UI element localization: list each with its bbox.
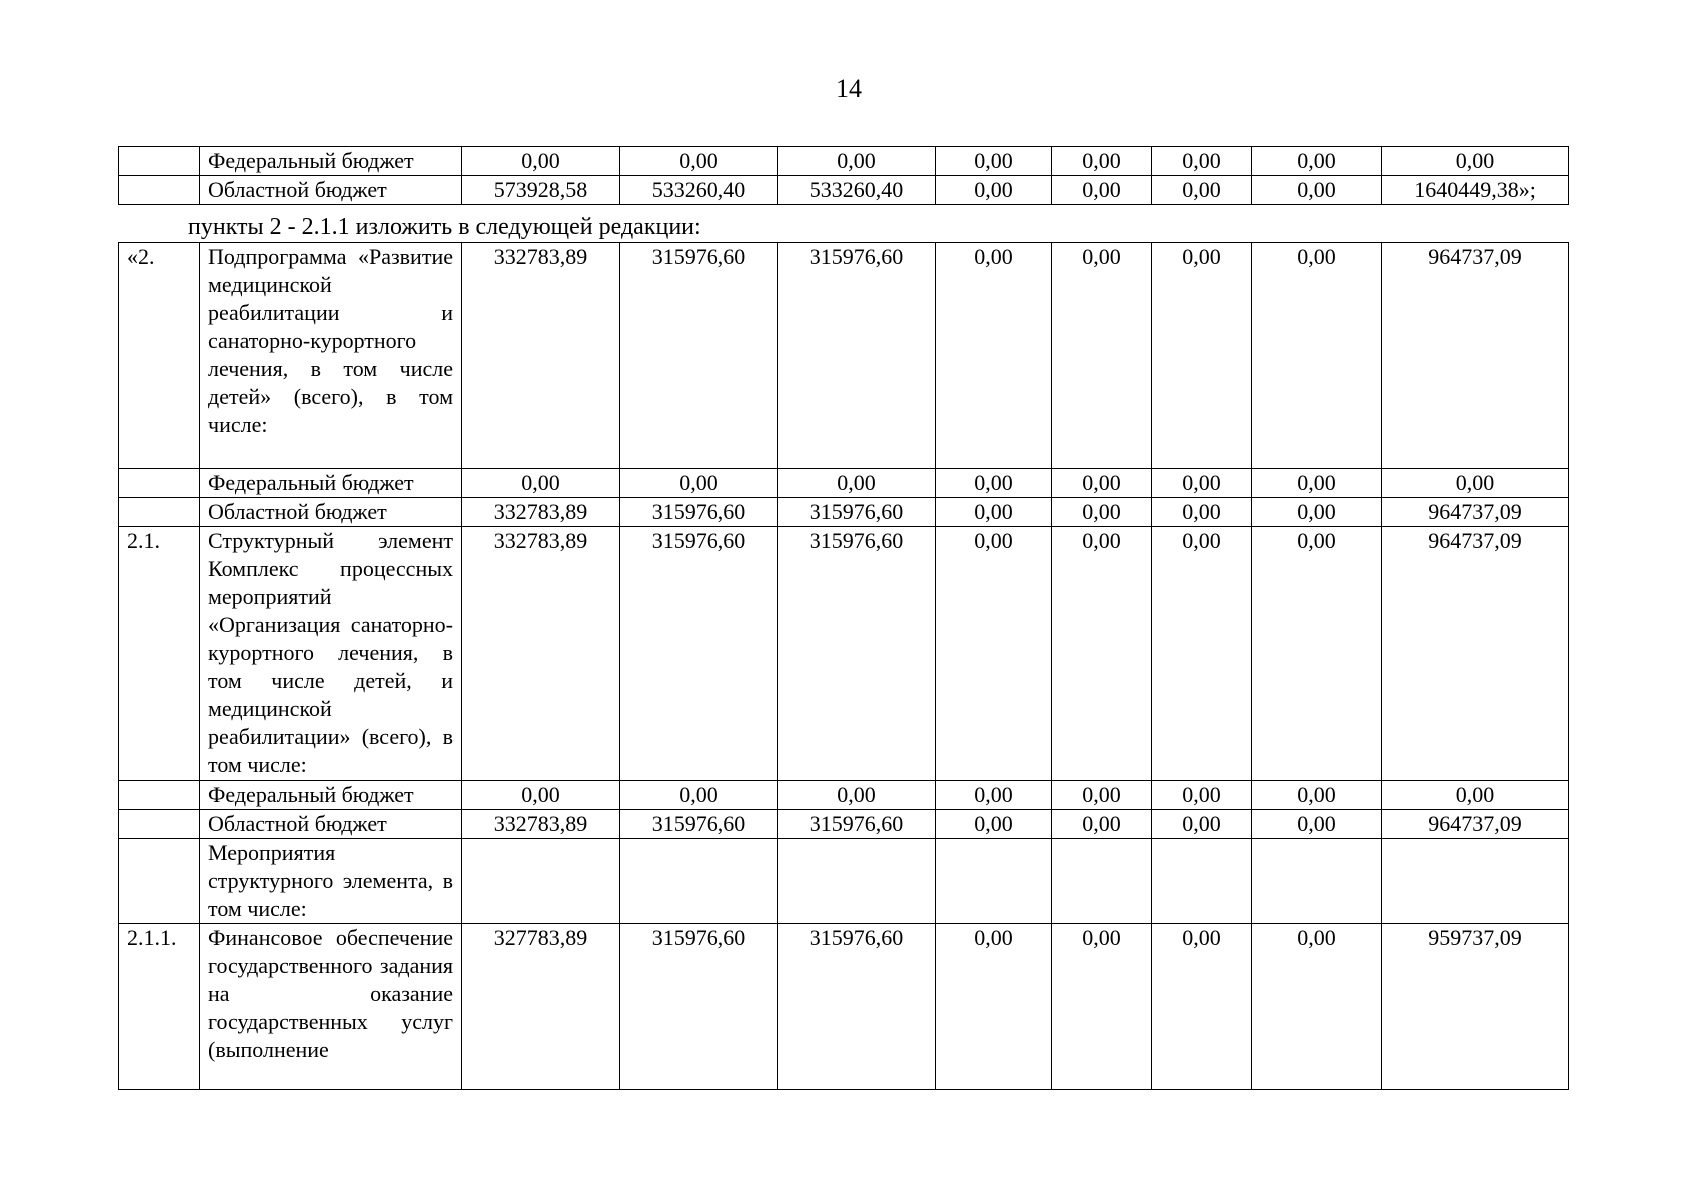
value-cell: 0,00 xyxy=(1252,243,1382,469)
value-cell: 0,00 xyxy=(1152,469,1252,498)
value-cell: 0,00 xyxy=(936,243,1052,469)
table-row xyxy=(119,924,1569,1090)
value-cell: 0,00 xyxy=(1052,243,1152,469)
value-cell: 0,00 xyxy=(1252,176,1382,205)
value-cell: 0,00 xyxy=(1052,527,1152,781)
value-cell: 315976,60 xyxy=(620,810,778,839)
value-cell: 0,00 xyxy=(1152,176,1252,205)
value-cell: 332783,89 xyxy=(462,527,620,781)
row-description: Финансовое обеспечение государственного задания на оказание государственных услуг (выполнение xyxy=(200,924,462,1090)
row-number xyxy=(119,147,200,176)
value-cell: 964737,09 xyxy=(1382,527,1569,781)
value-cell: 0,00 xyxy=(1052,810,1152,839)
row-number: 2.1.1. xyxy=(119,924,200,1090)
value-cell: 332783,89 xyxy=(462,810,620,839)
value-cell: 0,00 xyxy=(1152,781,1252,810)
value-cell: 315976,60 xyxy=(620,527,778,781)
value-cell: 0,00 xyxy=(936,498,1052,527)
value-cell: 0,00 xyxy=(1252,527,1382,781)
value-cell: 573928,58 xyxy=(462,176,620,205)
value-cell xyxy=(778,839,936,924)
value-cell: 0,00 xyxy=(936,781,1052,810)
value-cell: 0,00 xyxy=(620,469,778,498)
table-row xyxy=(119,498,1569,527)
value-cell: 0,00 xyxy=(1152,924,1252,1090)
value-cell: 315976,60 xyxy=(778,924,936,1090)
row-number: 2.1. xyxy=(119,527,200,781)
value-cell: 0,00 xyxy=(1152,498,1252,527)
value-cell: 315976,60 xyxy=(778,498,936,527)
table-row xyxy=(119,176,1569,205)
value-cell: 0,00 xyxy=(1052,176,1152,205)
value-cell: 315976,60 xyxy=(778,243,936,469)
value-cell: 964737,09 xyxy=(1382,243,1569,469)
value-cell xyxy=(1152,839,1252,924)
row-number xyxy=(119,498,200,527)
value-cell: 0,00 xyxy=(1252,810,1382,839)
value-cell: 0,00 xyxy=(1152,243,1252,469)
value-cell xyxy=(1382,839,1569,924)
value-cell: 0,00 xyxy=(1252,924,1382,1090)
value-cell: 0,00 xyxy=(620,147,778,176)
budget-table-continued xyxy=(118,146,1569,205)
table-row xyxy=(119,839,1569,924)
value-cell: 0,00 xyxy=(936,469,1052,498)
row-number xyxy=(119,781,200,810)
value-cell: 0,00 xyxy=(778,147,936,176)
value-cell: 315976,60 xyxy=(620,243,778,469)
value-cell: 0,00 xyxy=(1052,498,1152,527)
value-cell: 332783,89 xyxy=(462,498,620,527)
value-cell: 0,00 xyxy=(778,781,936,810)
value-cell: 0,00 xyxy=(462,147,620,176)
row-description: Областной бюджет xyxy=(200,498,462,527)
row-description: Федеральный бюджет xyxy=(200,469,462,498)
value-cell: 0,00 xyxy=(1252,781,1382,810)
value-cell: 964737,09 xyxy=(1382,810,1569,839)
value-cell: 0,00 xyxy=(1382,147,1569,176)
table-row xyxy=(119,810,1569,839)
row-number xyxy=(119,839,200,924)
table-row xyxy=(119,781,1569,810)
value-cell: 0,00 xyxy=(1252,498,1382,527)
value-cell xyxy=(936,839,1052,924)
value-cell: 0,00 xyxy=(1052,924,1152,1090)
value-cell: 0,00 xyxy=(1052,147,1152,176)
row-description: Областной бюджет xyxy=(200,810,462,839)
value-cell: 315976,60 xyxy=(778,527,936,781)
value-cell xyxy=(1052,839,1152,924)
value-cell: 0,00 xyxy=(1252,469,1382,498)
table-row xyxy=(119,527,1569,781)
row-description: Федеральный бюджет xyxy=(200,781,462,810)
row-description: Федеральный бюджет xyxy=(200,147,462,176)
value-cell: 0,00 xyxy=(1382,469,1569,498)
value-cell: 0,00 xyxy=(936,527,1052,781)
value-cell: 0,00 xyxy=(936,147,1052,176)
row-description: Подпрограмма «Развитие медицинской реабилитации и санаторно-курортного лечения, в том числе детей» (всего), в том числе: xyxy=(200,243,462,469)
value-cell: 0,00 xyxy=(1152,527,1252,781)
value-cell: 0,00 xyxy=(936,924,1052,1090)
row-number xyxy=(119,176,200,205)
page-number: 14 xyxy=(836,74,862,103)
value-cell xyxy=(1252,839,1382,924)
value-cell: 0,00 xyxy=(1252,147,1382,176)
value-cell: 0,00 xyxy=(1152,147,1252,176)
value-cell: 0,00 xyxy=(1052,469,1152,498)
table-row xyxy=(119,469,1569,498)
value-cell: 327783,89 xyxy=(462,924,620,1090)
row-description: Мероприятия структурного элемента, в том числе: xyxy=(200,839,462,924)
row-description: Областной бюджет xyxy=(200,176,462,205)
table-row xyxy=(119,147,1569,176)
value-cell xyxy=(462,839,620,924)
value-cell: 0,00 xyxy=(1052,781,1152,810)
value-cell: 315976,60 xyxy=(778,810,936,839)
value-cell: 964737,09 xyxy=(1382,498,1569,527)
value-cell: 1640449,38»; xyxy=(1382,176,1569,205)
value-cell: 332783,89 xyxy=(462,243,620,469)
row-description: Структурный элемент Комплекс процессных мероприятий «Организация санаторно-курортного лечения, в том числе детей, и медицинской реабилитации» (всего), в том числе: xyxy=(200,527,462,781)
value-cell: 0,00 xyxy=(1382,781,1569,810)
amendment-instruction: пункты 2 - 2.1.1 изложить в следующей редакции: xyxy=(188,214,701,240)
value-cell: 0,00 xyxy=(462,469,620,498)
value-cell: 533260,40 xyxy=(778,176,936,205)
value-cell: 0,00 xyxy=(936,176,1052,205)
value-cell: 0,00 xyxy=(778,469,936,498)
value-cell: 0,00 xyxy=(462,781,620,810)
value-cell xyxy=(620,839,778,924)
value-cell: 533260,40 xyxy=(620,176,778,205)
value-cell: 315976,60 xyxy=(620,924,778,1090)
table-row xyxy=(119,243,1569,469)
row-number xyxy=(119,469,200,498)
budget-table-main xyxy=(118,242,1569,1090)
value-cell: 0,00 xyxy=(1152,810,1252,839)
value-cell: 959737,09 xyxy=(1382,924,1569,1090)
row-number: «2. xyxy=(119,243,200,469)
value-cell: 0,00 xyxy=(620,781,778,810)
row-number xyxy=(119,810,200,839)
value-cell: 315976,60 xyxy=(620,498,778,527)
value-cell: 0,00 xyxy=(936,810,1052,839)
